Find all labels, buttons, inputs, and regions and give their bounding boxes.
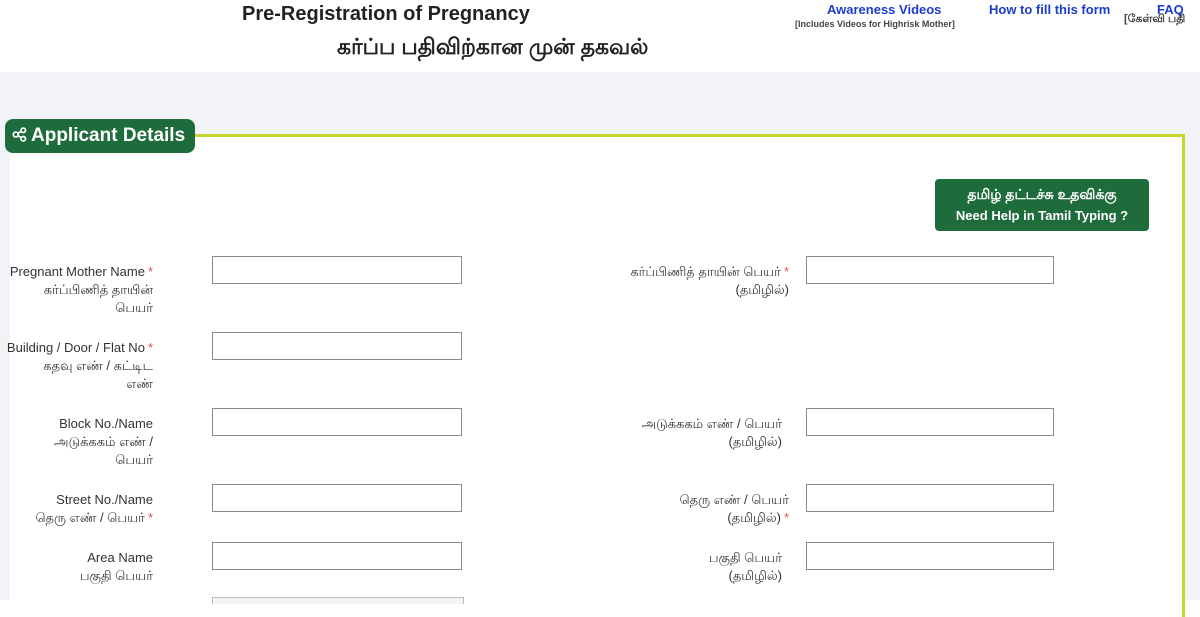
help-button-tamil-label: தமிழ் தட்டச்சு உதவிக்கு [967, 186, 1117, 202]
street-tamil-label: தெரு எண் / பெயர் (தமிழில்) * [679, 492, 789, 525]
mother-name-input[interactable] [212, 256, 462, 284]
next-field-partial [212, 597, 464, 604]
required-mark: * [783, 510, 789, 525]
section-header-applicant-details [5, 119, 195, 153]
page-title-tamil: கர்ப்ப பதிவிற்கான முன் தகவல் [337, 34, 649, 59]
street-tamil-input[interactable] [806, 484, 1054, 512]
street-label: Street No./Name தெரு எண் / பெயர் * [35, 492, 153, 525]
required-mark: * [147, 264, 153, 279]
block-tamil-label: அடுக்ககம் எண் / பெயர் (தமிழில்) [641, 416, 782, 449]
mother-name-label: Pregnant Mother Name * கர்ப்பிணித் தாயின் பெயர் [9, 264, 153, 315]
required-mark: * [147, 340, 153, 355]
page-title: Pre-Registration of Pregnancy [242, 3, 530, 25]
area-input[interactable] [212, 542, 462, 570]
mother-name-tamil-input[interactable] [806, 256, 1054, 284]
tamil-typing-help-button[interactable] [935, 179, 1149, 231]
how-to-fill-link[interactable]: How to fill this form [989, 2, 1111, 17]
street-input[interactable] [212, 484, 462, 512]
block-tamil-input[interactable] [806, 408, 1054, 436]
area-tamil-input[interactable] [806, 542, 1054, 570]
share-nodes-icon [12, 127, 27, 146]
help-button-english-label: Need Help in Tamil Typing ? [955, 208, 1129, 223]
block-label: Block No./Name அடுக்ககம் எண் / பெயர் [54, 416, 153, 467]
area-tamil-label: பகுதி பெயர் (தமிழில்) [708, 550, 782, 583]
faq-link[interactable]: FAQ [1157, 2, 1184, 17]
section-title: Applicant Details [31, 125, 186, 146]
building-input[interactable] [212, 332, 462, 360]
building-label: Building / Door / Flat No * கதவு எண் / கட்டிட எண் [6, 340, 153, 391]
page-header [0, 0, 1200, 72]
required-mark: * [783, 264, 789, 279]
faq-tamil-note: [கேள்வி பதி [1124, 13, 1186, 25]
block-input[interactable] [212, 408, 462, 436]
required-mark: * [147, 510, 153, 525]
area-label: Area Name பகுதி பெயர் [79, 550, 153, 583]
awareness-videos-link[interactable]: Awareness Videos [827, 2, 942, 17]
mother-name-tamil-label: கர்ப்பிணித் தாயின் பெயர் * (தமிழில்) [630, 264, 789, 297]
awareness-videos-note: [Includes Videos for Highrisk Mother] [795, 19, 955, 29]
